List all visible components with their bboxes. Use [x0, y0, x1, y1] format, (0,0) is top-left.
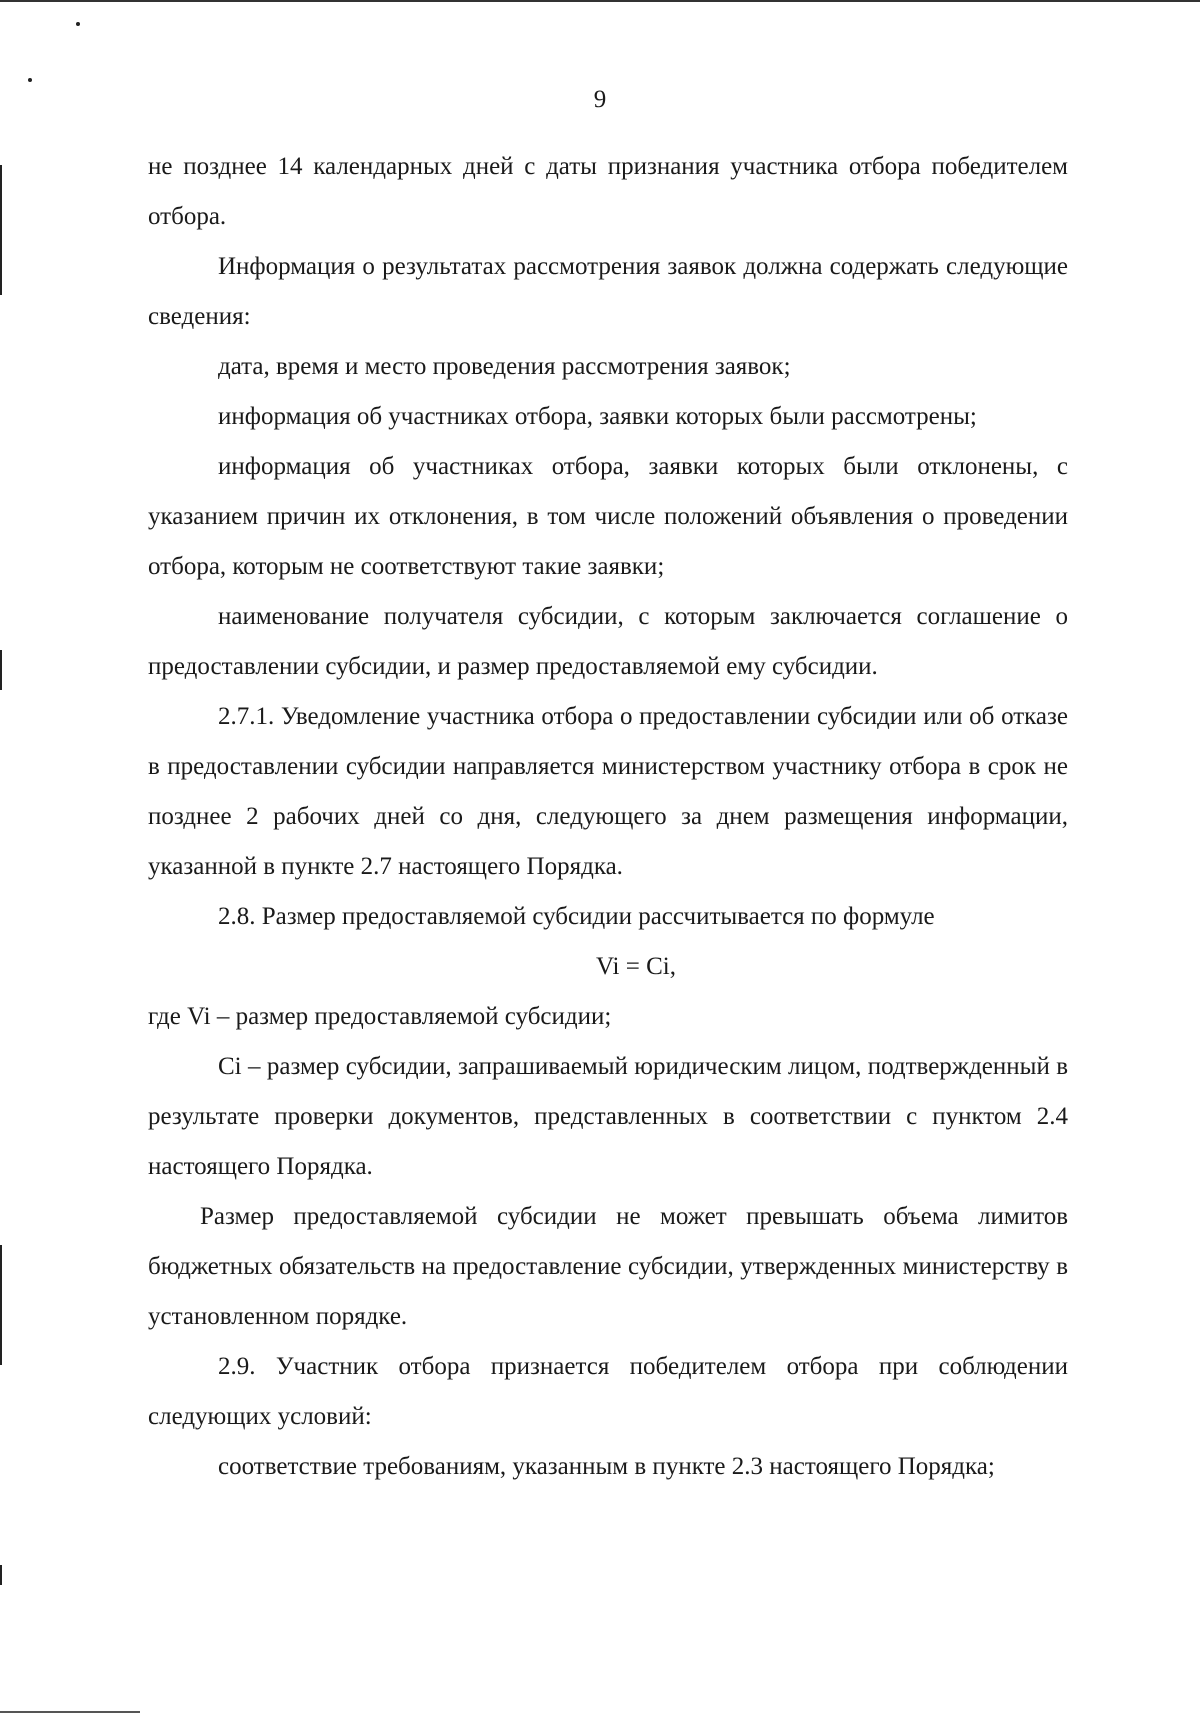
paragraph: информация об участниках отбора, заявки которых были рассмотрены; — [218, 403, 977, 430]
formula: Vi = Ci, — [596, 953, 676, 980]
paragraph: не позднее 14 календарных дней с даты признания участника отбора победителем отбора. — [148, 153, 1068, 230]
scan-border-top — [0, 0, 1200, 2]
scan-speck — [28, 78, 32, 82]
scan-edge-mark — [0, 1245, 2, 1365]
paragraph: 2.9. Участник отбора признается победителем отбора при соблюдении следующих условий: — [148, 1353, 1068, 1430]
paragraph: дата, время и место проведения рассмотрения заявок; — [218, 353, 791, 380]
paragraph: наименование получателя субсидии, с которым заключается соглашение о предоставлении субсидии, и размер предоставляемой ему субсидии. — [148, 603, 1068, 680]
document-body — [148, 142, 1068, 1492]
paragraph: соответствие требованиям, указанным в пункте 2.3 настоящего Порядка; — [218, 1453, 995, 1480]
scan-edge-mark — [0, 165, 2, 295]
paragraph: Размер предоставляемой субсидии не может превышать объема лимитов бюджетных обязательств на предоставление субсидии, утвержденных министерству в установленном порядке. — [148, 1203, 1068, 1330]
scan-speck — [76, 22, 80, 26]
scan-border-bottom — [0, 1711, 140, 1713]
paragraph: информация об участниках отбора, заявки которых были отклонены, с указанием причин их отклонения, в том числе положений объявления о проведении отбора, которым не соответствуют такие заявки; — [148, 453, 1068, 580]
paragraph: 2.8. Размер предоставляемой субсидии рассчитывается по формуле — [218, 903, 935, 930]
paragraph: 2.7.1. Уведомление участника отбора о предоставлении субсидии или об отказе в предоставлении субсидии направляется министерством участнику отбора в срок не позднее 2 рабочих дней со дня, следующего за днем размещения информации, указанной в пункте 2.7 настоящего Порядка. — [148, 703, 1068, 880]
page-number: 9 — [593, 86, 607, 113]
paragraph: где Vi – размер предоставляемой субсидии; — [148, 1003, 612, 1030]
paragraph: Ci – размер субсидии, запрашиваемый юридическим лицом, подтвержденный в результате проверки документов, представленных в соответствии с пунктом 2.4 настоящего Порядка. — [148, 1053, 1068, 1180]
scan-edge-mark — [0, 1565, 2, 1585]
paragraph: Информация о результатах рассмотрения заявок должна содержать следующие сведения: — [148, 253, 1068, 330]
scan-edge-mark — [0, 650, 2, 690]
